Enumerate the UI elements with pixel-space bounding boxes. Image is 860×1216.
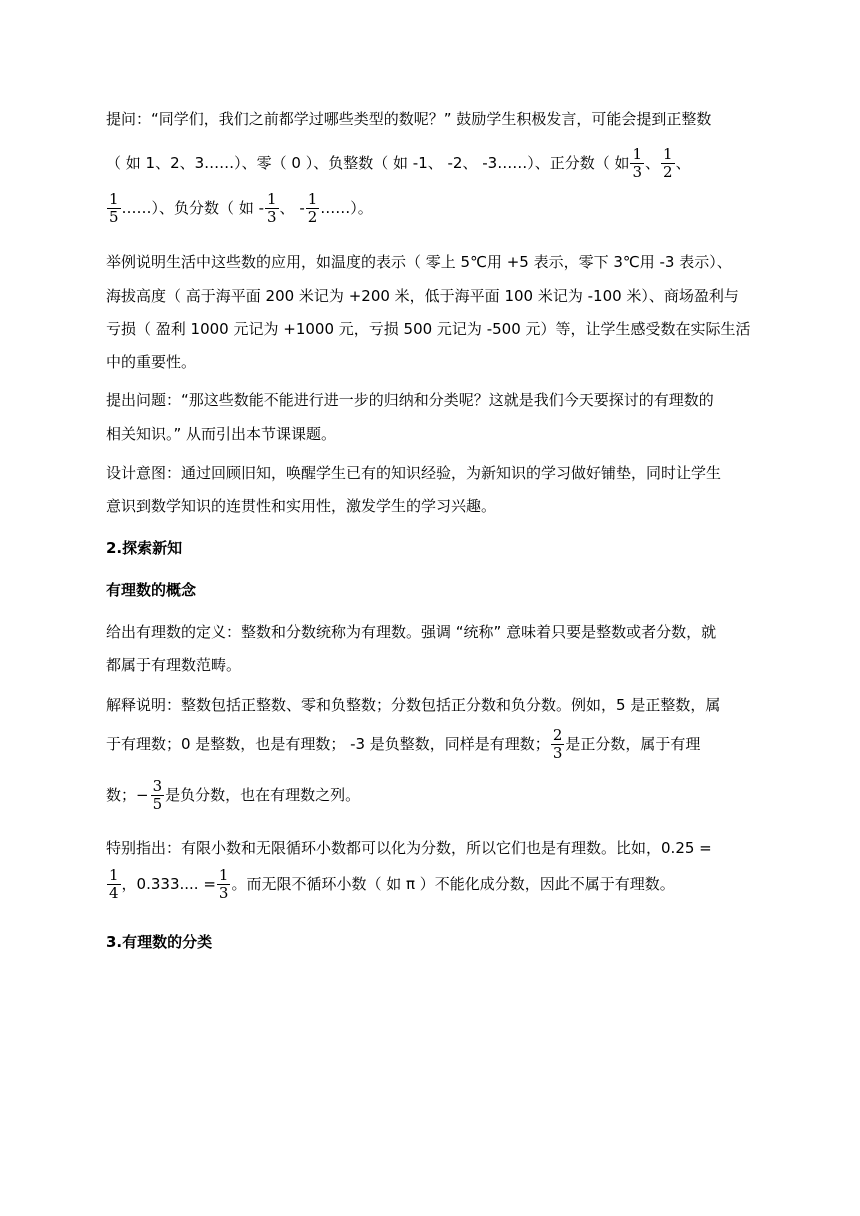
- numerator: 1: [109, 190, 119, 208]
- text: 中的重要性。: [106, 353, 197, 371]
- paragraph-question-line-2: [106, 145, 691, 181]
- numerator: 1: [109, 866, 119, 884]
- fraction-one-third: [265, 191, 279, 226]
- paragraph-definition-line-2: [106, 655, 241, 675]
- section-heading-explore: 2.探索新知: [106, 539, 183, 557]
- numerator: 1: [307, 190, 318, 208]
- fraction-one-fourth: [107, 867, 121, 902]
- fraction-one-fifth: [107, 191, 121, 226]
- paragraph-note-line-1: [106, 838, 712, 858]
- paragraph-explain-line-1: [106, 695, 720, 715]
- text: 举例说明生活中这些数的应用，如温度的表示（ 零上 5℃用 +5 表示，零下 3℃用 -3 表示）、: [106, 253, 732, 271]
- paragraph-problem-line-1: [106, 390, 714, 410]
- denominator: 3: [552, 744, 563, 762]
- text: 意识到数学知识的连贯性和实用性，激发学生的学习兴趣。: [106, 497, 497, 515]
- denominator: 5: [152, 795, 163, 813]
- paragraph-examples-line-4: [106, 352, 196, 372]
- paragraph-explain-line-3: [106, 777, 360, 813]
- text: 于有理数；0 是整数，也是有理数； -3 是负整数，同样是有理数；: [106, 735, 550, 753]
- separator: 、: [645, 154, 661, 172]
- denominator: 4: [109, 884, 119, 902]
- fraction-one-half: [306, 191, 320, 226]
- paragraph-intent-line-1: [106, 463, 721, 483]
- text: 数；: [106, 786, 137, 804]
- paragraph-examples-line-3: [106, 319, 751, 339]
- text: ……）。: [320, 199, 373, 217]
- paragraph-question-line-1: [106, 109, 711, 129]
- minus-sign: −: [136, 786, 149, 804]
- text: ……）、负分数（ 如 -: [121, 199, 264, 217]
- fraction-three-fifths: [151, 778, 165, 813]
- denominator: 2: [663, 163, 673, 181]
- numerator: 2: [552, 726, 563, 744]
- text: 、 -: [279, 199, 305, 217]
- paragraph-examples-line-1: [106, 252, 732, 272]
- text: 提问：“同学们，我们之前都学过哪些类型的数呢？” 鼓励学生积极发言，可能会提到正整数: [106, 110, 712, 128]
- text: 设计意图：通过回顾旧知，唤醒学生已有的知识经验，为新知识的学习做好铺垫，同时让学生: [106, 464, 722, 482]
- text: 给出有理数的定义：整数和分数统称为有理数。强调 “统称” 意味着只要是整数或者分数，就: [106, 623, 717, 641]
- paragraph-note-line-2: [106, 866, 675, 902]
- fraction-one-third: [217, 867, 231, 902]
- subheading-concept: 有理数的概念: [106, 581, 197, 599]
- text: 海拔高度（ 高于海平面 200 米记为 +200 米，低于海平面 100 米记为 -100 米）、商场盈利与: [106, 287, 739, 305]
- denominator: 2: [307, 208, 318, 226]
- separator: 、: [675, 154, 691, 172]
- fraction-two-thirds: [551, 727, 565, 762]
- denominator: 3: [632, 163, 643, 181]
- paragraph-intent-line-2: [106, 496, 496, 516]
- paragraph-question-line-3: [106, 190, 373, 226]
- text: 是负分数，也在有理数之列。: [165, 786, 361, 804]
- text: 。而无限不循环小数（ 如 π ）不能化成分数，因此不属于有理数。: [231, 875, 675, 893]
- section-heading-classification: 3.有理数的分类: [106, 933, 213, 951]
- numerator: 3: [152, 777, 163, 795]
- denominator: 5: [109, 208, 119, 226]
- text: 特别指出：有限小数和无限循环小数都可以化为分数，所以它们也是有理数。比如，0.25 =: [106, 839, 712, 857]
- text: （ 如 1、2、3……）、零（ 0 ）、负整数（ 如 -1、 -2、 -3……）、正分数（ 如: [106, 154, 630, 172]
- text: 相关知识。” 从而引出本节课课题。: [106, 425, 337, 443]
- numerator: 1: [632, 145, 643, 163]
- text: 都属于有理数范畴。: [106, 656, 242, 674]
- text: 提出问题：“那这些数能不能进行进一步的归纳和分类呢？这就是我们今天要探讨的有理数的: [106, 391, 714, 409]
- fraction-one-third: [630, 146, 644, 181]
- text: 解释说明：整数包括正整数、零和负整数；分数包括正分数和负分数。例如，5 是正整数，属: [106, 696, 721, 714]
- text: 是正分数，属于有理: [565, 735, 701, 753]
- fraction-one-half: [661, 146, 675, 181]
- paragraph-definition-line-1: [106, 622, 716, 642]
- paragraph-examples-line-2: [106, 286, 739, 306]
- paragraph-explain-line-2: [106, 726, 700, 762]
- numerator: 1: [267, 190, 277, 208]
- denominator: 3: [267, 208, 277, 226]
- text: 亏损（ 盈利 1000 元记为 +1000 元，亏损 500 元记为 -500 元）等，让学生感受数在实际生活: [106, 320, 751, 338]
- paragraph-problem-line-2: [106, 424, 336, 444]
- denominator: 3: [218, 884, 229, 902]
- numerator: 1: [218, 866, 229, 884]
- numerator: 1: [663, 145, 673, 163]
- text: ，0.333.... =: [121, 875, 216, 893]
